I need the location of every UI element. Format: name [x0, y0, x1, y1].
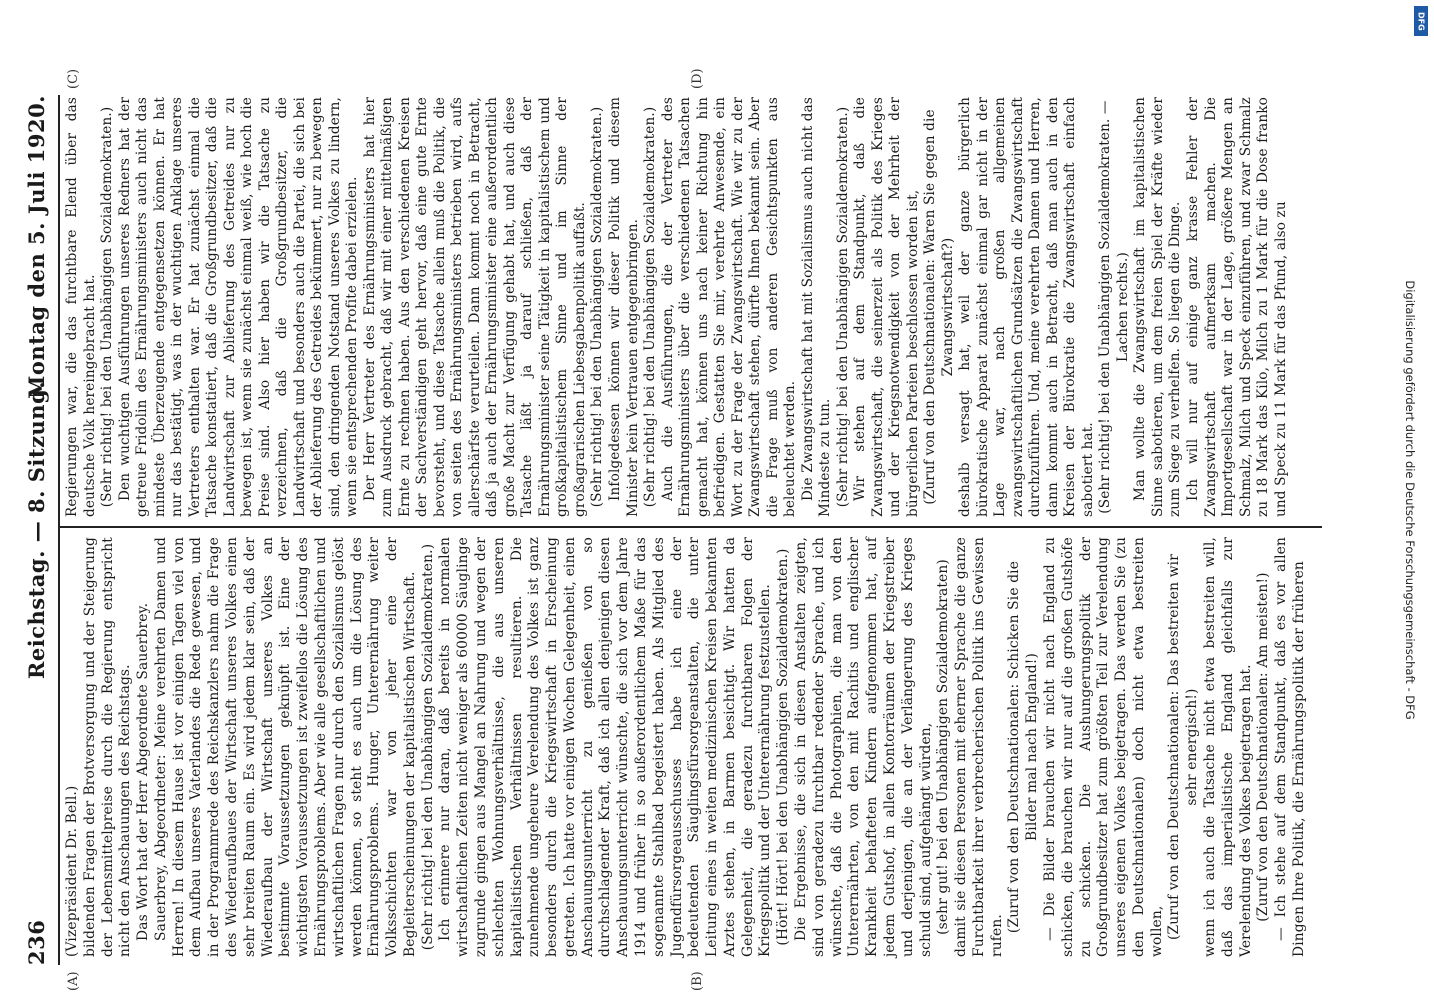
paragraph: Ich will nur auf einige ganz krasse Fehler der Zwangswirtschaft aufmerksam machen. Die Importgesellschaft war in der Lage, größere Mengen an Schmalz, Milch und Speck einzuführen, und zwar Schmalz zu 18 Mark das Kilo, Milch zu 1 Mark für die Dose franko und Speck zu 11 Mark für das Pfund, also zu [1185, 97, 1289, 517]
paragraph: wenn ich auch die Tatsache nicht etwa bestreiten will, daß das imperialistische England gleichfalls zur Verelendung des Volkes beigetragen hat. [1202, 537, 1254, 957]
session-date: Montag den 5. Juli 1920. [24, 95, 49, 399]
paragraph: (Sehr richtig! bei den Unabhängigen Sozialdemokraten.) [642, 106, 659, 508]
paragraph: Die Zwangswirtschaft hat mit Sozialismus auch nicht das Mindeste zu tun. [799, 97, 834, 517]
paragraph: Sauerbrey, Abgeordneter: Meine verehrten Damen und Herren! In diesem Hause ist vor einigen Tagen viel von dem Aufbau unseres Vaterlandes die Rede gewesen, und in der Programmrede des Reichskanzlers nahm die Frage des Wiederaufbaues der Wirtschaft unseres Volkes einen sehr breiten Raum ein. Es wird jedem klar sein, daß der Wiederaufbau der Wirtschaft unseres Volkes an bestimmte Voraussetzungen geknüpft ist. Eine der wichtigsten Voraussetzungen ist zweifellos die Lösung des Ernährungsproblems. Aber wie alle gesellschaftlichen und wirtschaftlichen Fragen nur durch den Sozialismus gelöst werden können, so steht es auch um die Lösung des Ernährungsproblems. Hunger, Unterernährung weiter Volksschichten war von jeher eine der Begleiterscheinungen der kapitalistischen Wirtschaft. [152, 537, 418, 957]
paragraph: (Vizepräsident Dr. Bell.) [64, 785, 80, 957]
paragraph: Regierungen war, die das furchtbare Elend über das deutsche Volk hereingebracht hat. [64, 97, 98, 517]
document-page [0, 65, 1370, 995]
paragraph: damit sie diesen Personen mit eherner Sprache die ganze Furchtbarkeit ihrer verbrecherischen Politik ins Gewissen rufen. [953, 537, 1005, 957]
dfg-logo-icon: DFG [1414, 6, 1428, 36]
digitization-note [1395, 10, 1425, 990]
paragraph: (Zuruf von den Deutschnationalen: Waren Sie gegen die Zwangswirtschaft?) [922, 109, 956, 505]
paragraph: Wir stehen auf dem Standpunkt, daß die Zwangswirtschaft, die seinerzeit als Politik des Krieges und der Kriegsnotwendigkeit von der Mehrheit der bürgerlichen Parteien beschlossen worden ist, [852, 97, 921, 517]
paragraph: Man wollte die Zwangswirtschaft im kapitalistischen Sinne sabotieren, um dem freien Spiel der Kräfte wieder zum Siege zu verhelfen. So liegen die Dinge. [1132, 97, 1184, 517]
paragraph: Die Ergebnisse, die sich in diesen Anstalten zeigten, sind von geradezu furchtbar redender Sprache, und ich wünschte, daß die Photographien, die man von den Unterernährten, von den mit Rachitis und englischer Krankheit behafteten Kindern aufgenommen hat, auf jedem Gutshof, in allen Kontorräumen der Kriegstreiber und derjenigen, die an der Verlängerung des Krieges schuld sind, aufgehängt würden, [793, 537, 934, 957]
paragraph: Das Wort hat der Herr Abgeordnete Sauerbrey. [135, 602, 152, 941]
paragraph: Ich erinnere nur daran, daß bereits in normalen wirtschaftlichen Zeiten nicht weniger als 60000 Säuglinge zugrunde gingen aus Mangel an Nahrung und wegen der schlechten Wohnungsverhältnisse, die aus unseren kapitalistischen Verhältnissen resultieren. Die zunehmende ungeheure Verelendung des Volkes ist ganz besonders durch die Kriegswirtschaft in Erscheinung getreten. Ich hatte vor einigen Wochen Gelegenheit, einen Anschauungsunterricht zu genießen von so durchschlagender Kraft, daß ich allen denjenigen diesen Anschauungsunterricht wünschte, die sich vor dem Jahre 1914 und früher in so außerordentlichem Maße für das sogenannte Stahlbad begeistert haben. Als Mitglied des Jugendfürsorgeausschusses habe ich eine der bedeutenden Säuglingsfürsorgeanstalten, die unter Leitung eines in weiten medizinischen Kreisen bekannten Arztes stehen, in Barmen besichtigt. Wir hatten da Gelegenheit, die geradezu furchtbaren Folgen der Kriegspolitik und der Unterernährung festzustellen. [437, 537, 774, 957]
paragraph: (Zuruf von den Deutschnationalen: Schicken Sie die Bilder mal nach England!) [1006, 560, 1041, 934]
digitization-note-text: Digitalisierung gefördert durch die Deutsche Forschungsgemeinschaft - DFG [1403, 280, 1417, 720]
right-text-column [64, 97, 1290, 517]
paragraph: Auch die Ausführungen, die der Vertreter des Ernährungsministers über die verschiedenen Tatsachen gemacht hat, können uns nach keiner Richtung hin befriedigen. Gestatten Sie mir, verehrte Anwesende, ein Wort zu der Frage der Zwangswirtschaft. Wie wir zu der Zwangswirtschaft stehen, dürfte Ihnen bekannt sein. Aber die Frage muß von anderen Gesichtspunkten aus beleuchtet werden. [659, 97, 799, 517]
paragraph: (Zuruf von den Deutschnationalen: Am meisten!) [1255, 572, 1272, 922]
session-title: Reichstag. — 8. Sitzung. [24, 380, 49, 680]
header-rule [58, 95, 60, 965]
paragraph: Den wuchtigen Ausführungen unseres Redners hat der getreue Fridolin des Ernährungsministers auch nicht das mindeste Überzeugende entgegensetzen können. Er hat nur das bestätigt, was in der wuchtigen Anklage unseres Vertreters enthalten war. Er hat zunächst einmal die Tatsache konstatiert, daß die Großgrundbesitzer, daß die Landwirtschaft zur Ablieferung des Getreides nur zu bewegen ist, wenn sie zunächst einmal weiß, wie hoch die Preise sind. Also hier haben wir die Tatsache zu verzeichnen, daß die Großgrundbesitzer, die Landwirtschaft und besonders auch die Partei, die sich bei der Ablieferung des Getreides bekümmert, nur zu bewegen sind, den dringenden Notstand unseres Volkes zu lindern, wenn sie entsprechenden Profite dabei erzielen. [116, 97, 361, 517]
margin-mark-c: (C) [66, 68, 81, 89]
margin-mark-b: (B) [690, 971, 705, 991]
paragraph: (Sehr richtig! bei den Unabhängigen Sozialdemokraten.) [589, 106, 606, 508]
paragraph: (Sehr richtig! bei den Unabhängigen Sozialdemokraten.) [419, 543, 436, 951]
paragraph: (Sehr richtig! bei den Unabhängigen Sozialdemokraten.) [99, 106, 116, 508]
paragraph: — Ich stehe auf dem Standpunkt, daß es vor allen Dingen Ihre Politik, die Ernährungspolitik der früheren [1273, 537, 1307, 957]
page-number: 236 [24, 919, 49, 965]
paragraph: (sehr gut! bei den Unabhängigen Sozialdemokraten) [935, 559, 952, 935]
margin-mark-d: (D) [690, 68, 705, 89]
paragraph: bildenden Fragen der Brotversorgung und der Steigerung der Lebensmittelpreise durch die Regierung entspricht nicht den Anschauungen des Reichstags. [81, 537, 134, 957]
paragraph: deshalb versagt hat, weil der ganze bürgerlich bürokratische Apparat zunächst einmal gar nicht in der Lage war, nach großen allgemeinen zwangswirtschaftlichen Grundsätzen die Zwangswirtschaft durchzuführen. Und, meine verehrten Damen und Herren, dann kommt auch in Betracht, daß man auch in den Kreisen der Bürokratie die Zwangswirtschaft einfach sabotiert hat. [957, 97, 1096, 517]
page-header [22, 95, 56, 965]
paragraph: (Zuruf von den Deutschnationalen: Das bestreiten wir sehr energisch!) [1166, 554, 1201, 940]
paragraph: (Sehr richtig! bei den Unabhängigen Sozialdemokraten.) [834, 106, 851, 508]
paragraph: — Die Bilder brauchen wir nicht nach England zu schicken, die brauchen wir nur auf die großen Gutshöfe zu schicken. Die Aushungerungspolitik der Großgrundbesitzer hat zum größten Teil zur Verelendung unseres eigenen Volkes beigetragen. Das werden Sie (zu den Deutschnationalen) doch nicht etwa bestreiten wollen, [1041, 537, 1165, 957]
paragraph: (Hört! Hört! bei den Unabhängigen Sozialdemokraten.) [775, 548, 792, 946]
paragraph: (Sehr richtig! bei den Unabhängigen Sozialdemokraten. — Lachen rechts.) [1097, 100, 1131, 514]
paragraph: Der Herr Vertreter des Ernährungsministers hat hier zum Ausdruck gebracht, daß wir mit einer mittelmäßigen Ernte zu rechnen haben. Aus den verschiedenen Kreisen der Sachverständigen geht hervor, daß eine gute Ernte bevorsteht, und diese Tatsache allein muß die Politik, die von seiten des Ernährungsministers betrieben wird, aufs allerschärfste verurteilen. Dann kommt noch in Betracht, daß ja auch der Ernährungsminister eine außerordentlich große Macht zur Verfügung gehabt hat, und auch diese Tatsache läßt ja darauf schließen, daß der Ernährungsminister seine Tätigkeit in kapitalistischem und großkapitalistischem Sinne und im Sinne der großagrarischen Liebesgabenpolitik auffaßt. [361, 97, 588, 517]
column-divider [60, 526, 1322, 528]
margin-mark-a: (A) [66, 971, 81, 991]
paragraph: Infolgedessen können wir dieser Politik und diesem Minister kein Vertrauen entgegenbringen. [606, 97, 641, 517]
left-text-column [64, 537, 1309, 957]
